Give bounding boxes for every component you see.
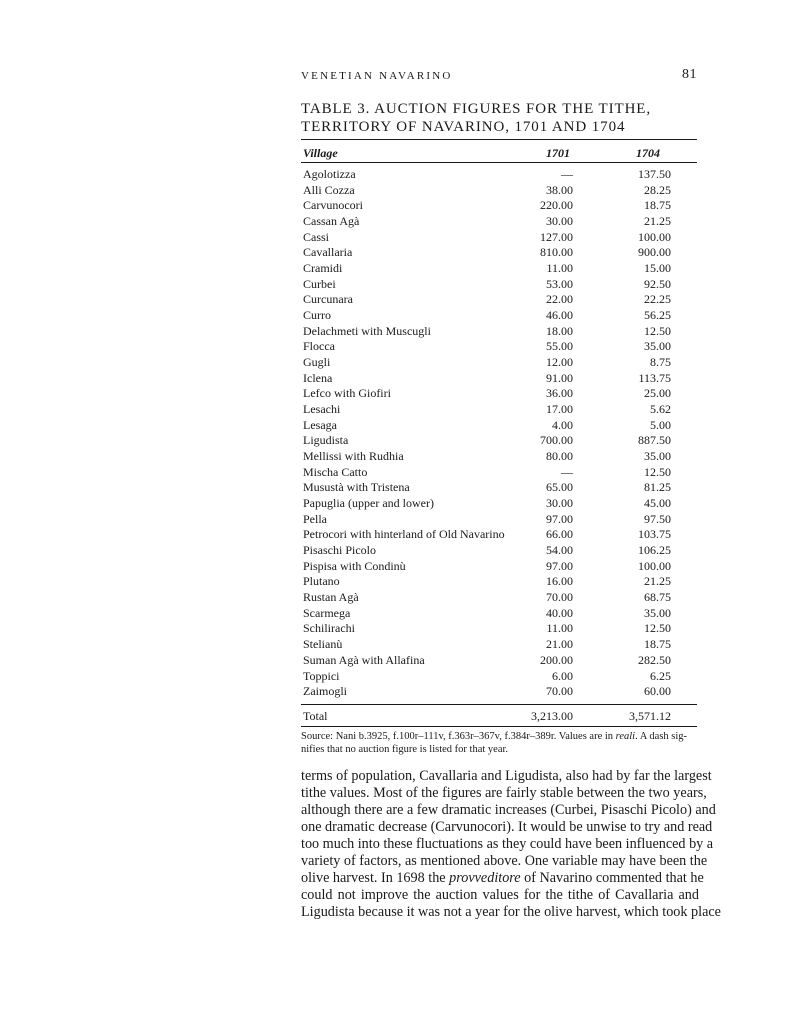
village-cell: Schilirachi xyxy=(303,621,355,636)
value-1704-cell: 60.00 xyxy=(644,684,671,699)
value-1704-cell: 106.25 xyxy=(638,543,671,558)
value-1701-cell: 97.00 xyxy=(546,558,573,573)
body-line-8: could not improve the auction values for the tithe of Cavallaria and xyxy=(301,887,699,903)
value-1704-cell: 68.75 xyxy=(644,590,671,605)
value-1704-cell: 21.25 xyxy=(644,574,671,589)
village-cell: Pispisa with Condinù xyxy=(303,558,406,573)
village-cell: Ligudista xyxy=(303,433,349,448)
body-line-9: Ligudista because it was not a year for the olive harvest, which took place xyxy=(301,904,721,920)
value-1701-cell: 4.00 xyxy=(552,417,573,432)
village-cell: Pisaschi Picolo xyxy=(303,543,377,558)
total-row xyxy=(303,708,697,724)
page-number: 81 xyxy=(682,67,697,82)
value-1701-cell: 17.00 xyxy=(546,402,573,417)
value-1704-cell: 100.00 xyxy=(638,229,671,244)
table-row xyxy=(303,684,697,700)
table-row xyxy=(303,543,697,559)
value-1701-cell: 38.00 xyxy=(546,182,573,197)
value-1701-cell: 11.00 xyxy=(546,261,573,276)
village-cell: Iclena xyxy=(303,370,333,385)
table-row xyxy=(303,198,697,214)
value-1701-cell: 91.00 xyxy=(546,370,573,385)
table-row xyxy=(303,371,697,387)
village-cell: Curbei xyxy=(303,276,336,291)
source-text-b: . A dash sig- xyxy=(635,731,688,742)
village-cell: Curcunara xyxy=(303,292,353,307)
value-1704-cell: 12.50 xyxy=(644,323,671,338)
body-line-3: although there are a few dramatic increases (Curbei, Pisaschi Picolo) and xyxy=(301,802,716,818)
table-row xyxy=(303,606,697,622)
village-cell: Alli Cozza xyxy=(303,182,355,197)
table-row xyxy=(303,230,697,246)
table-title-line-2: TERRITORY OF NAVARINO, 1701 AND 1704 xyxy=(301,119,626,135)
table-row xyxy=(303,465,697,481)
table-row xyxy=(303,637,697,653)
value-1704-cell: 282.50 xyxy=(638,652,671,667)
village-cell: Lefco with Giofiri xyxy=(303,386,391,401)
village-cell: Pella xyxy=(303,511,327,526)
value-1704-cell: 5.62 xyxy=(650,402,671,417)
value-1704-cell: 100.00 xyxy=(638,558,671,573)
value-1701-cell: 66.00 xyxy=(546,527,573,542)
value-1704-cell: 103.75 xyxy=(638,527,671,542)
value-1701-cell: 36.00 xyxy=(546,386,573,401)
village-cell: Agolotizza xyxy=(303,167,356,181)
table-row xyxy=(303,590,697,606)
table-row xyxy=(303,496,697,512)
value-1701-cell: 18.00 xyxy=(546,323,573,338)
value-1701-cell: 220.00 xyxy=(540,198,573,213)
value-1701-cell: 127.00 xyxy=(540,229,573,244)
value-1704-cell: 12.50 xyxy=(644,464,671,479)
value-1701-cell: 54.00 xyxy=(546,543,573,558)
table-row xyxy=(303,386,697,402)
village-cell: Petrocori with hinterland of Old Navarino xyxy=(303,527,505,542)
table-row xyxy=(303,559,697,575)
value-1704-cell: 81.25 xyxy=(644,480,671,495)
table-row xyxy=(303,669,697,685)
value-1704-cell: 22.25 xyxy=(644,292,671,307)
body-line-4: one dramatic decrease (Carvunocori). It would be unwise to try and read xyxy=(301,819,713,835)
value-1704-cell: 887.50 xyxy=(638,433,671,448)
value-1704-cell: 5.00 xyxy=(650,417,671,432)
body-line-7-italic: provveditore xyxy=(449,870,521,886)
value-1701-cell: — xyxy=(561,464,573,479)
body-line-2: tithe values. Most of the figures are fairly stable between the two years, xyxy=(301,785,707,801)
table-row xyxy=(303,480,697,496)
total-1704: 3,571.12 xyxy=(629,709,671,723)
table-row xyxy=(303,355,697,371)
table-source-note xyxy=(301,730,701,756)
total-label: Total xyxy=(303,709,328,723)
table-row xyxy=(303,245,697,261)
value-1701-cell: 30.00 xyxy=(546,496,573,511)
value-1701-cell: 70.00 xyxy=(546,684,573,699)
table-row xyxy=(303,653,697,669)
value-1704-cell: 8.75 xyxy=(650,355,671,370)
table-row xyxy=(303,433,697,449)
village-cell: Suman Agà with Allafina xyxy=(303,652,425,667)
value-1704-cell: 28.25 xyxy=(644,182,671,197)
village-cell: Stelianù xyxy=(303,637,343,652)
table-row xyxy=(303,402,697,418)
value-1704-cell: 18.75 xyxy=(644,637,671,652)
body-line-6: variety of factors, as mentioned above. One variable may have been the xyxy=(301,853,708,869)
value-1701-cell: 30.00 xyxy=(546,214,573,229)
value-1701-cell: — xyxy=(561,167,573,181)
value-1701-cell: 40.00 xyxy=(546,605,573,620)
table-row xyxy=(303,339,697,355)
table-row xyxy=(303,418,697,434)
village-cell: Scarmega xyxy=(303,605,351,620)
village-cell: Papuglia (upper and lower) xyxy=(303,496,434,511)
village-cell: Cassan Agà xyxy=(303,214,360,229)
table-row xyxy=(303,621,697,637)
table-row xyxy=(303,324,697,340)
column-header-1701: 1701 xyxy=(546,146,570,160)
body-line-7 xyxy=(301,870,704,887)
body-line-7-a: olive harvest. In 1698 the xyxy=(301,870,450,886)
village-cell: Mellissi with Rudhia xyxy=(303,449,404,464)
village-cell: Curro xyxy=(303,308,331,323)
table-title xyxy=(301,100,701,136)
value-1704-cell: 35.00 xyxy=(644,449,671,464)
village-cell: Cramidi xyxy=(303,261,343,276)
body-line-1: terms of population, Cavallaria and Ligudista, also had by far the largest xyxy=(301,768,712,784)
value-1704-cell: 12.50 xyxy=(644,621,671,636)
table-bottom-rule xyxy=(301,726,697,727)
village-cell: Musustà with Tristena xyxy=(303,480,410,495)
table-row xyxy=(303,261,697,277)
village-cell: Toppici xyxy=(303,668,340,683)
village-cell: Lesachi xyxy=(303,402,341,417)
value-1704-cell: 18.75 xyxy=(644,198,671,213)
village-cell: Lesaga xyxy=(303,417,337,432)
running-head: VENETIAN NAVARINO xyxy=(301,70,453,82)
value-1704-cell: 56.25 xyxy=(644,308,671,323)
value-1704-cell: 25.00 xyxy=(644,386,671,401)
value-1704-cell: 21.25 xyxy=(644,214,671,229)
table-row xyxy=(303,277,697,293)
value-1701-cell: 21.00 xyxy=(546,637,573,652)
value-1704-cell: 137.50 xyxy=(638,167,671,181)
column-header-1704: 1704 xyxy=(636,146,660,160)
village-cell: Gugli xyxy=(303,355,331,370)
value-1701-cell: 53.00 xyxy=(546,276,573,291)
source-text-a: Source: Nani b.3925, f.100r–111v, f.363r–367v, f.384r–389r. Values are in xyxy=(301,731,616,742)
total-1701: 3,213.00 xyxy=(531,709,573,723)
table-row xyxy=(303,292,697,308)
value-1701-cell: 97.00 xyxy=(546,511,573,526)
value-1704-cell: 45.00 xyxy=(644,496,671,511)
value-1701-cell: 700.00 xyxy=(540,433,573,448)
table-row xyxy=(303,512,697,528)
value-1704-cell: 113.75 xyxy=(638,370,671,385)
village-cell: Carvunocori xyxy=(303,198,363,213)
village-cell: Mischa Catto xyxy=(303,464,368,479)
source-text-line-2: nifies that no auction figure is listed for that year. xyxy=(301,744,509,755)
value-1701-cell: 12.00 xyxy=(546,355,573,370)
table-top-rule xyxy=(301,139,697,140)
source-text-italic: reali xyxy=(615,731,636,742)
body-line-7-b: of Navarino commented that he xyxy=(520,870,704,886)
table-row xyxy=(303,308,697,324)
value-1704-cell: 92.50 xyxy=(644,276,671,291)
value-1701-cell: 55.00 xyxy=(546,339,573,354)
table-row xyxy=(303,214,697,230)
village-cell: Cavallaria xyxy=(303,245,353,260)
village-cell: Plutano xyxy=(303,574,340,589)
value-1704-cell: 15.00 xyxy=(644,261,671,276)
value-1704-cell: 6.25 xyxy=(650,668,671,683)
body-paragraph xyxy=(301,768,721,921)
value-1701-cell: 810.00 xyxy=(540,245,573,260)
village-cell: Flocca xyxy=(303,339,335,354)
value-1701-cell: 16.00 xyxy=(546,574,573,589)
value-1704-cell: 97.50 xyxy=(644,511,671,526)
table-row xyxy=(303,449,697,465)
table-body xyxy=(303,167,697,700)
value-1704-cell: 900.00 xyxy=(638,245,671,260)
header-rule xyxy=(301,162,697,163)
value-1701-cell: 6.00 xyxy=(552,668,573,683)
table-row xyxy=(303,183,697,199)
value-1704-cell: 35.00 xyxy=(644,339,671,354)
body-line-5: too much into these fluctuations as they could have been influenced by a xyxy=(301,836,714,852)
village-cell: Delachmeti with Muscugli xyxy=(303,323,431,338)
total-rule xyxy=(301,704,697,705)
value-1701-cell: 200.00 xyxy=(540,652,573,667)
value-1701-cell: 65.00 xyxy=(546,480,573,495)
table-row xyxy=(303,574,697,590)
table-title-line-1: TABLE 3. AUCTION FIGURES FOR THE TITHE, xyxy=(301,101,652,117)
village-cell: Rustan Agà xyxy=(303,590,359,605)
value-1701-cell: 46.00 xyxy=(546,308,573,323)
village-cell: Cassi xyxy=(303,229,330,244)
table-row xyxy=(303,527,697,543)
village-cell: Zaimogli xyxy=(303,684,347,699)
value-1701-cell: 70.00 xyxy=(546,590,573,605)
value-1701-cell: 11.00 xyxy=(546,621,573,636)
value-1701-cell: 80.00 xyxy=(546,449,573,464)
value-1701-cell: 22.00 xyxy=(546,292,573,307)
column-header-village: Village xyxy=(303,146,338,160)
value-1704-cell: 35.00 xyxy=(644,605,671,620)
table-row xyxy=(303,167,697,183)
